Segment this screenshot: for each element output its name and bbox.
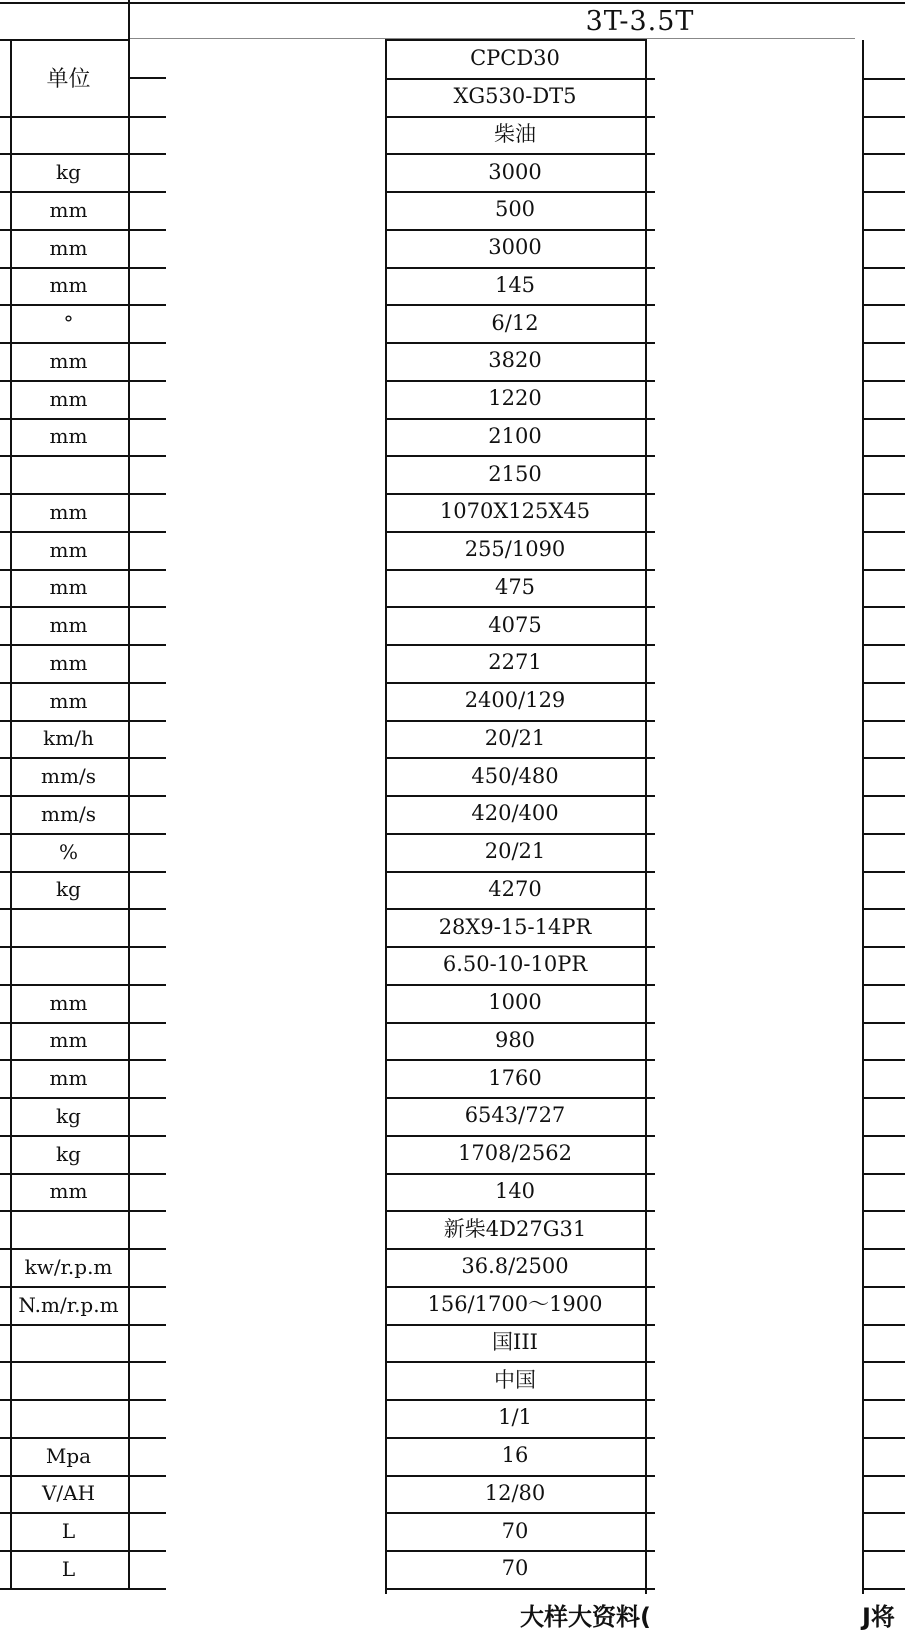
row-divider-far-right-stub: [862, 531, 905, 533]
spec-unit-cell: kg: [56, 1141, 81, 1166]
spec-value-cell: 2271: [488, 650, 542, 675]
spec-value-cell: 1760: [488, 1065, 542, 1090]
spec-unit-cell: L: [61, 1519, 76, 1544]
spec-value-cell: 6543/727: [464, 1103, 566, 1128]
row-divider-far-right-stub: [862, 1173, 905, 1175]
spec-value-cell: 12/80: [484, 1480, 546, 1505]
row-divider-far-right-stub: [862, 455, 905, 457]
row-divider-far-right-stub: [862, 380, 905, 382]
row-divider-far-right-stub: [862, 682, 905, 684]
spec-value-cell: 140: [494, 1178, 536, 1203]
row-divider-far-right-stub: [862, 1399, 905, 1401]
row-divider-unit: [0, 1588, 166, 1590]
footer-text-left: 大样大资料(: [520, 1603, 651, 1631]
spec-unit-cell: km/h: [43, 726, 94, 751]
row-divider-far-right-stub: [862, 1022, 905, 1024]
spec-value-cell: 1/1: [498, 1405, 532, 1430]
spec-unit-cell: [10, 1324, 127, 1362]
spec-value-cell: 3000: [488, 159, 542, 184]
row-divider-right-stub: [645, 304, 655, 306]
row-divider-far-right-stub: [862, 493, 905, 495]
spec-unit-cell: [10, 455, 127, 493]
row-divider-right-stub: [645, 191, 655, 193]
row-divider-far-right-stub: [862, 1437, 905, 1439]
header-bottom-border: [0, 39, 130, 41]
row-divider-right-stub: [645, 984, 655, 986]
spec-unit-cell: kg: [56, 877, 81, 902]
footer-text-right: J将: [862, 1603, 895, 1631]
spec-unit-cell: Mpa: [45, 1443, 92, 1468]
row-divider-right-stub: [645, 644, 655, 646]
row-divider-far-right-stub: [862, 1512, 905, 1514]
spec-value-cell: 1220: [488, 386, 542, 411]
row-divider-right-stub: [645, 153, 655, 155]
spec-unit-cell: L: [61, 1556, 76, 1581]
spec-unit-cell: [10, 1210, 127, 1248]
spec-unit-cell: kg: [56, 160, 81, 185]
spec-value-cell: 2100: [488, 423, 542, 448]
row-divider-right-stub: [645, 795, 655, 797]
spec-unit-cell: mm: [49, 1066, 88, 1091]
row-divider-far-right-stub: [862, 1248, 905, 1250]
row-divider-right-stub: [645, 418, 655, 420]
spec-value-cell: 16: [501, 1443, 529, 1468]
spec-value-cell: CPCD30: [470, 46, 560, 71]
spec-value-cell: 2400/129: [464, 688, 566, 713]
spec-value-cell: 70: [501, 1556, 529, 1581]
row-divider-far-right-stub: [862, 644, 905, 646]
row-divider-far-right-stub: [862, 1210, 905, 1212]
row-divider-far-right-stub: [862, 418, 905, 420]
spec-value-cell: 6.50-10-10PR: [442, 952, 588, 977]
spec-value-cell: 20/21: [484, 839, 546, 864]
spec-value-cell: 28X9-15-14PR: [438, 914, 592, 939]
row-divider-right-stub: [645, 78, 655, 80]
spec-unit-cell: mm: [49, 424, 88, 449]
row-divider-far-right-stub: [862, 1097, 905, 1099]
spec-unit-cell: mm: [49, 1179, 88, 1204]
row-divider-stub: [130, 77, 166, 79]
row-divider-right-stub: [645, 455, 655, 457]
row-divider-right-stub: [645, 531, 655, 533]
spec-unit-cell: mm: [49, 386, 88, 411]
spec-value-cell: 中国: [494, 1367, 536, 1392]
row-divider-far-right-stub: [862, 1286, 905, 1288]
row-divider-right-stub: [645, 1475, 655, 1477]
row-divider-right-stub: [645, 1059, 655, 1061]
spec-unit-cell: mm/s: [41, 801, 96, 826]
spec-unit-cell: V/AH: [41, 1481, 96, 1506]
row-divider-far-right-stub: [862, 871, 905, 873]
unit-column-right-border: [128, 0, 130, 1588]
row-divider-far-right-stub: [862, 569, 905, 571]
spec-value-cell: 3820: [488, 348, 542, 373]
row-divider-right-stub: [645, 1550, 655, 1552]
row-divider-right-stub: [645, 757, 655, 759]
spec-unit-cell: [10, 1399, 127, 1437]
spec-unit-cell: [10, 946, 127, 984]
row-divider-far-right-stub: [862, 342, 905, 344]
row-divider-value: [385, 1588, 647, 1590]
row-divider-right-stub: [645, 380, 655, 382]
spec-unit-cell: mm: [49, 990, 88, 1015]
row-divider-far-right-stub: [862, 1475, 905, 1477]
spec-value-cell: 国III: [492, 1329, 538, 1354]
spec-value-cell: 420/400: [471, 801, 559, 826]
row-divider-far-right-stub: [862, 757, 905, 759]
spec-value-cell: 4270: [488, 876, 542, 901]
spec-value-cell: 3000: [488, 235, 542, 260]
spec-unit-cell: %: [58, 839, 78, 864]
row-divider-right-stub: [645, 1361, 655, 1363]
spec-unit-cell: mm/s: [41, 764, 96, 789]
row-divider-far-right-stub: [862, 946, 905, 948]
spec-unit-cell: mm: [49, 499, 88, 524]
row-divider-right-stub: [645, 116, 655, 118]
spec-unit-cell: [10, 116, 127, 154]
row-divider-right-stub: [645, 569, 655, 571]
row-divider-right-stub: [645, 720, 655, 722]
row-divider-far-right-stub: [862, 116, 905, 118]
row-divider-right-stub: [645, 229, 655, 231]
spec-value-cell: 156/1700～1900: [427, 1292, 603, 1317]
row-divider-far-right-stub: [862, 1324, 905, 1326]
row-divider-right-stub: [645, 1248, 655, 1250]
spec-unit-cell: [10, 908, 127, 946]
spec-unit-cell: kw/r.p.m: [24, 1254, 113, 1279]
row-divider-right-stub: [645, 871, 655, 873]
row-divider-right-stub: [645, 1437, 655, 1439]
spec-value-cell: 255/1090: [464, 537, 566, 562]
row-divider-right-stub: [645, 493, 655, 495]
row-divider-right-stub: [645, 833, 655, 835]
row-divider-right-stub: [645, 908, 655, 910]
row-divider-far-right-stub: [862, 720, 905, 722]
spec-value-cell: 1708/2562: [458, 1141, 572, 1166]
row-divider-right-stub: [645, 1135, 655, 1137]
row-divider-right-stub: [645, 946, 655, 948]
row-divider-right-stub: [645, 1588, 655, 1590]
spec-value-cell: 475: [494, 574, 536, 599]
spec-unit-cell: mm: [49, 688, 88, 713]
row-divider-right-stub: [645, 1022, 655, 1024]
row-divider-right-stub: [645, 342, 655, 344]
row-divider-right-stub: [645, 1512, 655, 1514]
row-divider-far-right-stub: [862, 908, 905, 910]
spec-unit-cell: mm: [49, 537, 88, 562]
row-divider-far-right-stub: [862, 1361, 905, 1363]
row-divider-far-right-stub: [862, 984, 905, 986]
row-divider-far-right-stub: [862, 304, 905, 306]
row-divider-far-right-stub: [862, 795, 905, 797]
spec-value-cell: XG530-DT5: [453, 84, 577, 109]
row-divider-far-right-stub: [862, 191, 905, 193]
spec-unit-cell: °: [63, 311, 74, 336]
table-title: 3T-3.5T: [585, 6, 695, 37]
spec-value-cell: 980: [494, 1027, 536, 1052]
spec-value-cell: 柴油: [494, 121, 536, 146]
spec-unit-cell: mm: [49, 235, 88, 260]
row-divider-far-right-stub: [862, 153, 905, 155]
row-divider-right-stub: [645, 1399, 655, 1401]
spec-unit-cell: mm: [49, 575, 88, 600]
row-divider-far-right-stub: [862, 606, 905, 608]
unit-column-header: 单位: [46, 67, 91, 92]
spec-unit-cell: mm: [49, 273, 88, 298]
row-divider-far-right-stub: [862, 1059, 905, 1061]
spec-value-cell: 36.8/2500: [461, 1254, 569, 1279]
row-divider-right-stub: [645, 1097, 655, 1099]
spec-value-cell: 1000: [488, 990, 542, 1015]
spec-value-cell: 4075: [488, 612, 542, 637]
spec-unit-cell: [10, 1361, 127, 1399]
row-divider-right-stub: [645, 1286, 655, 1288]
spec-unit-cell: mm: [49, 1028, 88, 1053]
spec-unit-cell: mm: [49, 613, 88, 638]
row-divider-far-right-stub: [862, 1550, 905, 1552]
row-divider-far-right-stub: [862, 267, 905, 269]
row-divider-far-right-stub: [862, 1588, 905, 1590]
row-divider-far-right-stub: [862, 833, 905, 835]
spec-unit-cell: mm: [49, 197, 88, 222]
spec-unit-cell: kg: [56, 1103, 81, 1128]
spec-value-cell: 2150: [488, 461, 542, 486]
spec-value-cell: 20/21: [484, 725, 546, 750]
row-divider-right-stub: [645, 1173, 655, 1175]
row-divider-right-stub: [645, 1324, 655, 1326]
spec-unit-cell: mm: [49, 650, 88, 675]
row-divider-right-stub: [645, 1210, 655, 1212]
spec-value-cell: 新柴4D27G31: [443, 1216, 587, 1241]
spec-unit-cell: mm: [49, 348, 88, 373]
row-divider-right-stub: [645, 267, 655, 269]
spec-value-cell: 70: [501, 1518, 529, 1543]
row-divider-far-right-stub: [862, 78, 905, 80]
table-top-border: [0, 2, 905, 4]
row-divider-far-right-stub: [862, 1135, 905, 1137]
spec-value-cell: 450/480: [471, 763, 559, 788]
spec-value-cell: 1070X125X45: [439, 499, 591, 524]
spec-value-cell: 6/12: [491, 310, 539, 335]
spec-value-cell: 500: [494, 197, 536, 222]
row-divider-far-right-stub: [862, 229, 905, 231]
spec-unit-cell: N.m/r.p.m: [18, 1292, 119, 1317]
row-divider-right-stub: [645, 606, 655, 608]
spec-value-cell: 145: [494, 272, 536, 297]
row-divider-right-stub: [645, 682, 655, 684]
